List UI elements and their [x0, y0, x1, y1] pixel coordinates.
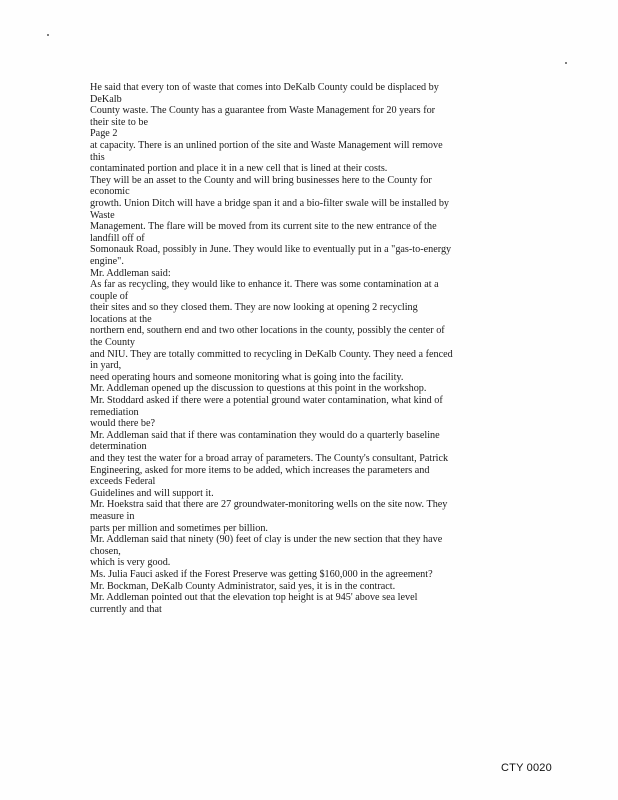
text-line: growth. Union Ditch will have a bridge span it and a bio-filter swale will be installed by	[90, 197, 450, 209]
text-line: Mr. Hoekstra said that there are 27 groundwater-monitoring wells on the site now. They	[90, 499, 448, 511]
text-line: need operating hours and someone monitoring what is going into the facility.	[90, 371, 404, 383]
text-line: Engineering, asked for more items to be added, which increases the parameters and	[90, 464, 430, 476]
text-line: County waste. The County has a guarantee from Waste Management for 20 years for	[90, 105, 436, 117]
text-line: remediation	[90, 406, 139, 418]
text-line: Mr. Stoddard asked if there were a potential ground water contamination, what kind of	[90, 395, 443, 407]
text-line: Guidelines and will support it.	[90, 487, 214, 499]
text-line: DeKalb	[90, 93, 122, 105]
text-line: engine".	[90, 255, 124, 267]
text-line: Mr. Bockman, DeKalb County Administrator, said yes, it is in the contract.	[90, 580, 396, 592]
text-line: their site to be	[90, 116, 148, 128]
scan-speck-top-right	[565, 62, 567, 64]
text-line: landfill off of	[90, 232, 145, 244]
text-line: Mr. Addleman opened up the discussion to questions at this point in the workshop.	[90, 383, 427, 395]
text-line: couple of	[90, 290, 129, 302]
text-line: economic	[90, 186, 130, 198]
text-line: contaminated portion and place it in a new cell that is lined at their costs.	[90, 163, 388, 175]
text-line: locations at the	[90, 313, 152, 325]
text-line: Mr. Addleman said that if there was contamination they would do a quarterly baseline	[90, 429, 440, 441]
document-body	[90, 82, 530, 615]
text-line: Management. The flare will be moved from its current site to the new entrance of the	[90, 221, 437, 233]
text-line: measure in	[90, 510, 135, 522]
text-line: at capacity. There is an unlined portion of the site and Waste Management will remove	[90, 139, 443, 151]
text-line: Page 2	[90, 128, 118, 140]
text-line: their sites and so they closed them. They are now looking at opening 2 recycling	[90, 302, 418, 314]
text-line: They will be an asset to the County and will bring businesses here to the County for	[90, 174, 432, 186]
text-line: the County	[90, 337, 135, 349]
text-line: and NIU. They are totally committed to recycling in DeKalb County. They need a fenced	[90, 348, 453, 360]
text-line: Mr. Addleman pointed out that the elevation top height is at 945' above sea level	[90, 592, 418, 604]
text-line: Mr. Addleman said that ninety (90) feet of clay is under the new section that they have	[90, 534, 443, 546]
text-line: Somonauk Road, possibly in June. They would like to eventually put in a "gas-to-energy	[90, 244, 452, 256]
bates-number: CTY 0020	[501, 762, 552, 774]
text-line: this	[90, 151, 105, 163]
text-line: and they test the water for a broad array of parameters. The County's consultant, Patrick	[90, 453, 449, 464]
text-line: parts per million and sometimes per billion.	[90, 522, 268, 534]
text-line: As far as recycling, they would like to enhance it. There was some contamination at a	[90, 279, 439, 291]
text-line: currently and that	[90, 603, 162, 615]
text-line: which is very good.	[90, 557, 171, 569]
text-line: determination	[90, 441, 147, 453]
text-line: northern end, southern end and two other locations in the county, possibly the center of	[90, 325, 445, 337]
text-line: chosen,	[90, 545, 121, 557]
text-line: would there be?	[90, 418, 156, 430]
text-line: in yard,	[90, 360, 122, 372]
text-line: Waste	[90, 209, 115, 221]
text-line: He said that every ton of waste that comes into DeKalb County could be displaced by	[90, 82, 439, 93]
text-line: exceeds Federal	[90, 476, 156, 488]
text-line: Mr. Addleman said:	[90, 267, 171, 279]
scan-speck-top-left	[47, 34, 49, 36]
text-line: Ms. Julia Fauci asked if the Forest Preserve was getting $160,000 in the agreement?	[90, 568, 433, 580]
